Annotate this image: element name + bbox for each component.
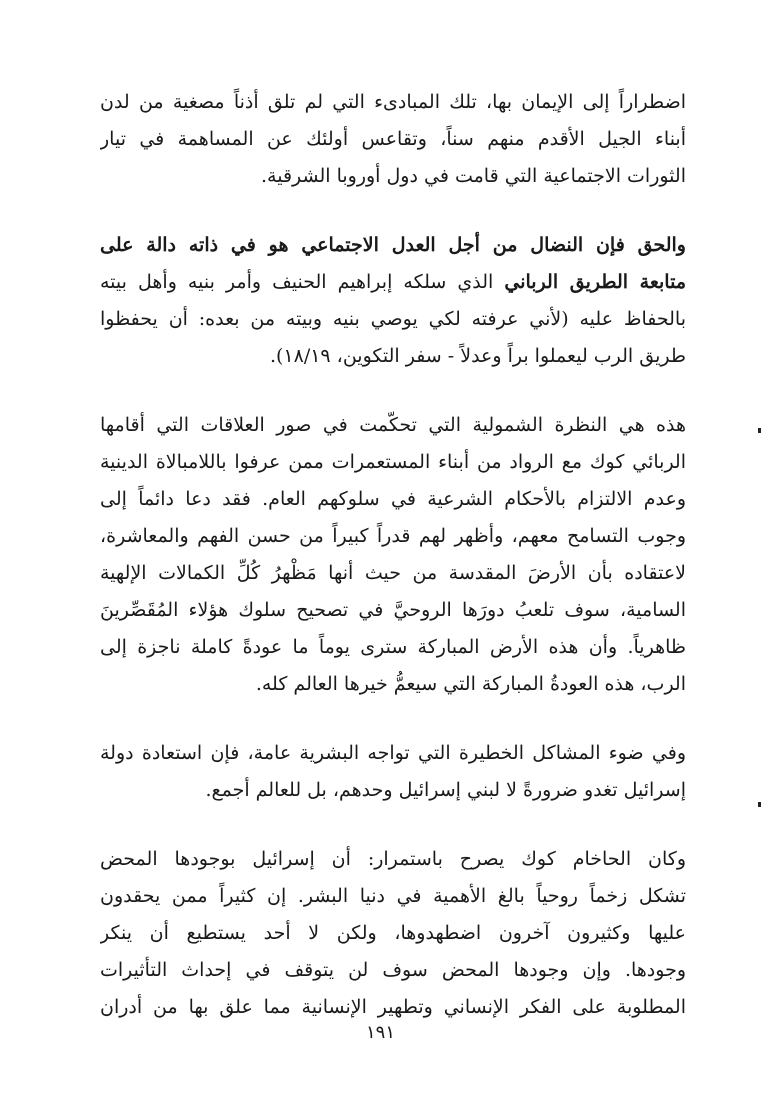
text-line: وجودها. وإن وجودها المحض سوف لن يتوقف في إحداث التأثيرات	[100, 959, 686, 981]
text-line: الرب، هذه العودةُ المباركة التي سيعمُّ خيرها العالم كله.	[255, 673, 686, 695]
text-line: لاعتقاده بأن الأرضَ المقدسة من حيث أنها مَظْهرُ كُلِّ الكمالات الإلهية	[100, 562, 686, 584]
text-line: بالحفاظ عليه (لأني عرفته لكي يوصي بنيه وبيته من بعده: أن يحفظوا	[100, 308, 686, 330]
paragraph-1	[100, 84, 686, 195]
text-line: السامية، سوف تلعبُ دورَها الروحيَّ في تصحيح سلوك هؤلاء المُقَصِّرينَ	[100, 599, 686, 621]
text-line: وعدم الالتزام بالأحكام الشرعية في سلوكهم العام. فقد دعا دائماً إلى	[100, 488, 686, 510]
paragraph-5	[100, 841, 686, 1026]
paragraph-3	[100, 407, 686, 703]
text-line: اضطراراً إلى الإيمان بها، تلك المبادىء التي لم تلق أذناً مصغية من لدن	[100, 91, 686, 113]
text-line: أبناء الجيل الأقدم منهم سناً، وتقاعس أولئك عن المساهمة في تيار	[100, 128, 686, 150]
text-line: ظاهرياً. وأن هذه الأرض المباركة سترى يوماً ما عودةً كاملة ناجزة إلى	[100, 636, 686, 658]
text-line: عليها وكثيرون آخرون اضطهدوها، ولكن لا أحد يستطيع أن ينكر	[100, 922, 686, 944]
text-line: طريق الرب ليعملوا براً وعدلاً - سفر التكوين، ١٨/١٩).	[269, 345, 686, 367]
text-line: وجوب التسامح معهم، وأظهر لهم قدراً كبيراً من حسن الفهم والمعاشرة،	[100, 525, 686, 547]
text-line: المطلوبة على الفكر الإنساني وتطهير الإنسانية مما علق بها من أدران	[100, 996, 686, 1018]
text-line: الثورات الاجتماعية التي قامت في دول أوروبا الشرقية.	[261, 165, 686, 187]
text-line: وفي ضوء المشاكل الخطيرة التي تواجه البشرية عامة، فإن استعادة دولة	[100, 742, 686, 764]
paragraph-2	[100, 227, 686, 375]
text-line: الربائي كوك مع الرواد من أبناء المستعمرات ممن عرفوا باللامبالاة الدينية	[100, 451, 686, 473]
text-line: والحق فإن النضال من أجل العدل الاجتماعي هو في ذاته دالة على	[100, 234, 686, 256]
page-body	[100, 84, 686, 1058]
text-line: هذه هي النظرة الشمولية التي تحكّمت في صور العلاقات التي أقامها	[100, 414, 686, 436]
page-number: ١٩١	[365, 1022, 395, 1043]
text-line: متابعة الطريق الرباني الذي سلكه إبراهيم الحنيف وأمر بنيه وأهل بيته	[100, 271, 686, 293]
paragraph-4	[100, 735, 686, 809]
text-line: إسرائيل تغدو ضرورةً لا لبني إسرائيل وحدهم، بل للعالم أجمع.	[205, 779, 686, 801]
text-line: وكان الحاخام كوك يصرح باستمرار: أن إسرائيل بوجودها المحض	[100, 848, 686, 870]
text-line: تشكل زخماً روحياً بالغ الأهمية في دنيا البشر. إن كثيراً ممن يحقدون	[100, 885, 686, 907]
